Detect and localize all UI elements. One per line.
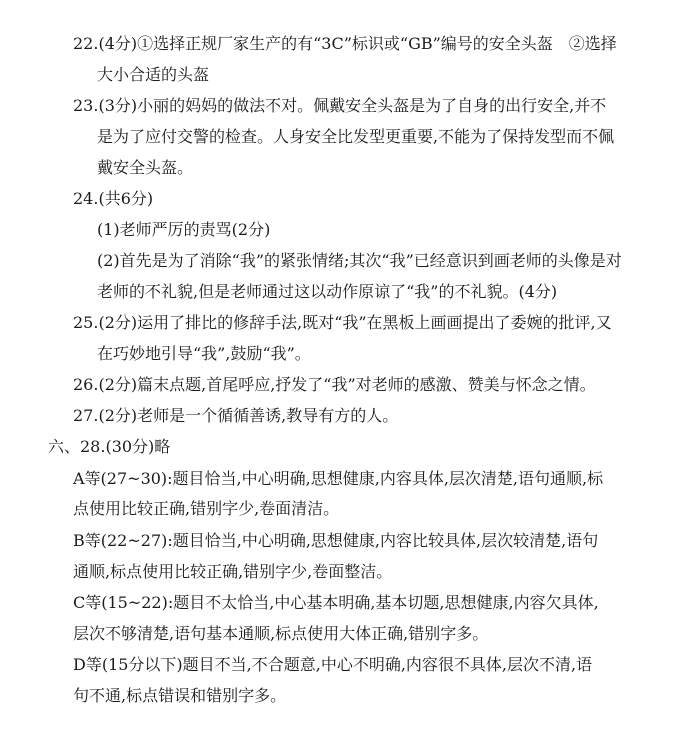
answer-27: 27.(2分)老师是一个循循善诱,教导有方的人。 <box>73 406 399 425</box>
answer-23-line-3: 戴安全头盔。 <box>97 158 194 177</box>
answer-24-part-2-line-2: 老师的不礼貌,但是老师通过这以动作原谅了“我”的不礼貌。(4分) <box>97 282 558 301</box>
answer-25-line-1: 25.(2分)运用了排比的修辞手法,既对“我”在黑板上画画提出了委婉的批评,又 <box>73 313 612 332</box>
answer-24-header: 24.(共6分) <box>73 189 154 208</box>
answer-26: 26.(2分)篇末点题,首尾呼应,抒发了“我”对老师的感激、赞美与怀念之情。 <box>73 375 596 394</box>
section-6-answer-28: 六、28.(30分)略 <box>48 437 171 456</box>
answer-23-line-1: 23.(3分)小丽的妈妈的做法不对。佩戴安全头盔是为了自身的出行安全,并不 <box>73 96 607 115</box>
answer-22-line-2: 大小合适的头盔 <box>97 65 210 84</box>
answer-23-line-2: 是为了应付交警的检查。人身安全比发型更重要,不能为了保持发型而不佩 <box>97 127 615 146</box>
grade-b-line-2: 通顺,标点使用比较正确,错别字少,卷面整洁。 <box>73 562 393 581</box>
grade-a-line-2: 点使用比较正确,错别字少,卷面清洁。 <box>73 499 340 518</box>
grade-b-line-1: B等(22~27):题目恰当,中心明确,思想健康,内容比较具体,层次较清楚,语句 <box>73 531 599 550</box>
grade-c-line-1: C等(15~22):题目不太恰当,中心基本明确,基本切题,思想健康,内容欠具体, <box>73 593 599 612</box>
answer-24-part-1: (1)老师严厉的责骂(2分) <box>97 220 271 239</box>
grade-c-line-2: 层次不够清楚,语句基本通顺,标点使用大体正确,错别字多。 <box>73 624 489 643</box>
grade-d-line-2: 句不通,标点错误和错别字多。 <box>73 686 287 705</box>
grade-d-line-1: D等(15分以下)题目不当,不合题意,中心不明确,内容很不具体,层次不清,语 <box>73 655 593 674</box>
grade-a-line-1: A等(27~30):题目恰当,中心明确,思想健康,内容具体,层次清楚,语句通顺,标 <box>73 469 604 488</box>
answer-25-line-2: 在巧妙地引导“我”,鼓励“我”。 <box>97 344 311 363</box>
answer-24-part-2-line-1: (2)首先是为了消除“我”的紧张情绪;其次“我”已经意识到画老师的头像是对 <box>97 251 622 270</box>
answer-22-line-1: 22.(4分)①选择正规厂家生产的有“3C”标识或“GB”编号的安全头盔 ②选择 <box>73 34 617 53</box>
